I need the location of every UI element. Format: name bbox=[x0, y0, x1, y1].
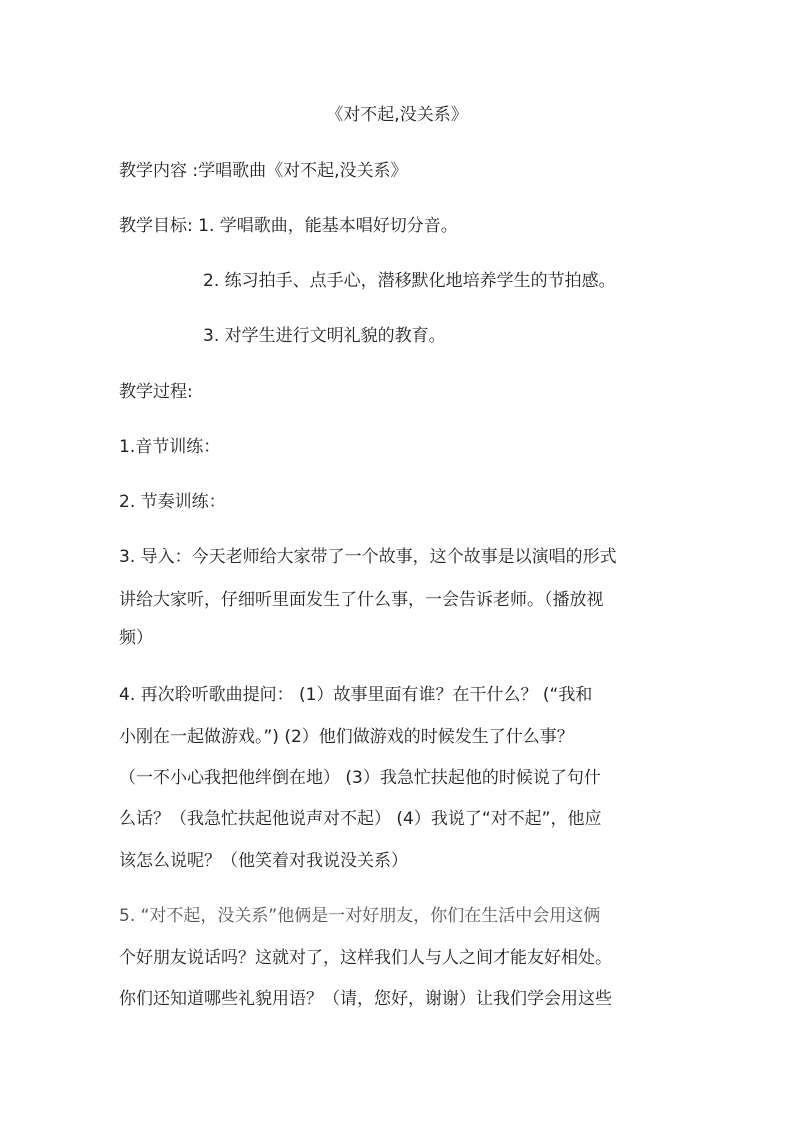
step-4-line-3: （一不小心我把他绊倒在地） (3）我急忙扶起他的时候说了句什 bbox=[119, 768, 601, 788]
teaching-goal-3: 3. 对学生进行文明礼貌的教育。 bbox=[203, 326, 446, 346]
step-3-line-3: 频） bbox=[119, 628, 153, 648]
step-5-line-2: 个好朋友说话吗？这就对了，这样我们人与人之间才能友好相处。 bbox=[119, 948, 612, 968]
step-3-line-2: 讲给大家听，仔细听里面发生了什么事，一会告诉老师。（播放视 bbox=[119, 590, 604, 610]
document-title: 《对不起,没关系》 bbox=[326, 105, 468, 125]
step-2: 2. 节奏训练： bbox=[119, 492, 226, 512]
process-heading: 教学过程: bbox=[119, 382, 193, 402]
step-5-line-1: 5. “对不起，没关系”他俩是一对好朋友，你们在生活中会用这俩 bbox=[119, 906, 601, 926]
step-4-line-1: 4. 再次聆听歌曲提问： (1）故事里面有谁？在干什么？ (“我和 bbox=[119, 685, 593, 705]
step-4-line-4: 么话？（我急忙扶起他说声对不起） (4）我说了“对不起”，他应 bbox=[119, 809, 602, 829]
step-1: 1.音节训练： bbox=[119, 437, 221, 457]
step-3-line-1: 3. 导入：今天老师给大家带了一个故事，这个故事是以演唱的形式 bbox=[119, 547, 617, 567]
teaching-content: 教学内容 :学唱歌曲《对不起,没关系》 bbox=[119, 161, 408, 181]
step-4-line-2: 小刚在一起做游戏。”) (2）他们做游戏的时候发生了什么事？ bbox=[119, 727, 574, 747]
teaching-goal-1: 教学目标: 1. 学唱歌曲，能基本唱好切分音。 bbox=[119, 216, 458, 236]
teaching-goal-2: 2. 练习拍手、点手心，潜移默化地培养学生的节拍感。 bbox=[203, 271, 616, 291]
step-5-line-3: 你们还知道哪些礼貌用语？（请，您好，谢谢）让我们学会用这些 bbox=[119, 989, 612, 1009]
step-4-line-5: 该怎么说呢？（他笑着对我说没关系） bbox=[119, 851, 408, 871]
